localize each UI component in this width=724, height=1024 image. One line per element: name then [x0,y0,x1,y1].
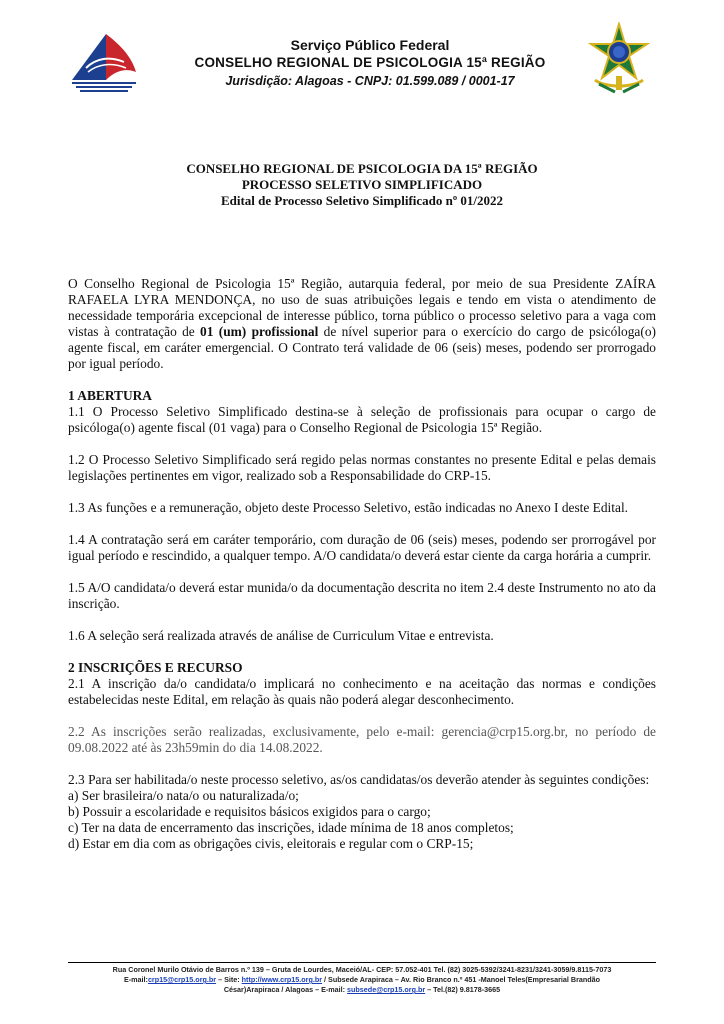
intro-paragraph: O Conselho Regional de Psicologia 15ª Região, autarquia federal, por meio de sua Presidente ZAÍRA RAFAELA LYRA MENDONÇA, no uso de suas atribuições legais e tendo em vista o atendimento de necessidade temporária excepcional de interesse público, torna público o processo seletivo para a vaga com vistas à contratação de 01 (um) profissional de nível superior para o exercício do cargo de psicóloga(o) agente fiscal, em caráter emergencial. O Contrato terá validade de 06 (seis) meses, podendo ser prorrogado por igual período. [68,276,656,371]
item-2-2: 2.2 As inscrições serão realizadas, exclusivamente, pelo e-mail: gerencia@crp15.org.br, no período de 09.08.2022 até às 23h59min do dia 14.08.2022. [68,724,656,755]
footer-line-1: Rua Coronel Murilo Otávio de Barros n.º 139 – Gruta de Lourdes, Maceió/AL- CEP: 57.052-401 Tel. (82) 3025-5392/3241-8231/3241-3059/9.8115-7073 [112,965,612,974]
service-label: Serviço Público Federal [290,37,450,53]
item-1-2: 1.2 O Processo Seletivo Simplificado será regido pelas normas constantes no presente Edital e pelas demais legislações pertinentes em vigor, realizado sob a Responsabilidade do CRP-15. [68,452,656,483]
title-line-3: Edital de Processo Seletivo Simplificado nº 01/2022 [220,193,504,208]
list-item: d) Estar em dia com as obrigações civis, eleitorais e regular com o CRP-15; [68,836,474,851]
letterhead [0,0,724,110]
footer-site-link[interactable]: http://www.crp15.org.br [241,975,323,984]
footer-subsede-email-link[interactable]: subsede@crp15.org.br [347,985,426,994]
document-title [100,161,624,209]
intro-bold: 01 (um) profissional [200,324,319,339]
item-1-4: 1.4 A contratação será em caráter temporário, com duração de 06 (seis) meses, podendo ser prorrogável por igual período e rescindido, a qualquer tempo. A/O candidata/o deverá estar ciente da carga horária a cumprir. [68,532,656,563]
letterhead-text [160,37,580,90]
document-body [68,276,656,852]
jurisdiction-cnpj: Jurisdição: Alagoas - CNPJ: 01.599.089 / 0001-17 [225,74,515,88]
list-item: c) Ter na data de encerramento das inscrições, idade mínima de 18 anos completos; [68,820,514,835]
item-1-5: 1.5 A/O candidata/o deverá estar munida/o da documentação descrita no item 2.4 deste Instrumento no ato da inscrição. [68,580,656,611]
section-2-heading: 2 INSCRIÇÕES E RECURSO [68,660,243,675]
item-2-3: 2.3 Para ser habilitada/o neste processo seletivo, as/os candidatas/os deverão atender às seguintes condições: [68,772,650,787]
council-name: CONSELHO REGIONAL DE PSICOLOGIA 15ª REGIÃO [194,55,546,70]
footer-line-2: E-mail:crp15@crp15.org.br – Site: http://www.crp15.org.br / Subsede Arapiraca – Av. Rio Branco n.º 451 -Manoel Teles(Empresarial Brandão [123,975,601,984]
item-1-6: 1.6 A seleção será realizada através de análise de Curriculum Vitae e entrevista. [68,628,494,643]
item-2-1: 2.1 A inscrição da/o candidata/o implicará no conhecimento e na aceitação das normas e condições estabelecidas neste Edital, em relação às quais não poderá alegar desconhecimento. [68,676,656,707]
brazil-coat-of-arms-icon [585,22,653,94]
crp-logo-icon [66,28,148,96]
title-line-1: CONSELHO REGIONAL DE PSICOLOGIA DA 15ª REGIÃO [186,161,538,176]
footer-address [72,965,652,995]
title-line-2: PROCESSO SELETIVO SIMPLIFICADO [241,177,483,192]
section-1-heading: 1 ABERTURA [68,388,152,403]
list-item: a) Ser brasileira/o nata/o ou naturalizada/o; [68,788,299,803]
item-1-3: 1.3 As funções e a remuneração, objeto deste Processo Seletivo, estão indicadas no Anexo I deste Edital. [68,500,629,515]
footer-divider [68,962,656,963]
list-item: b) Possuir a escolaridade e requisitos básicos exigidos para o cargo; [68,804,431,819]
footer-email-link[interactable]: crp15@crp15.org.br [147,975,217,984]
footer-line-3: César)Arapiraca / Alagoas – E-mail: subsede@crp15.org.br – Tel.(82) 9.8178-3665 [223,985,501,994]
item-1-1: 1.1 O Processo Seletivo Simplificado destina-se à seleção de profissionais para ocupar o cargo de psicóloga(o) agente fiscal (01 vaga) para o Conselho Regional de Psicologia 15ª Região. [68,404,656,435]
